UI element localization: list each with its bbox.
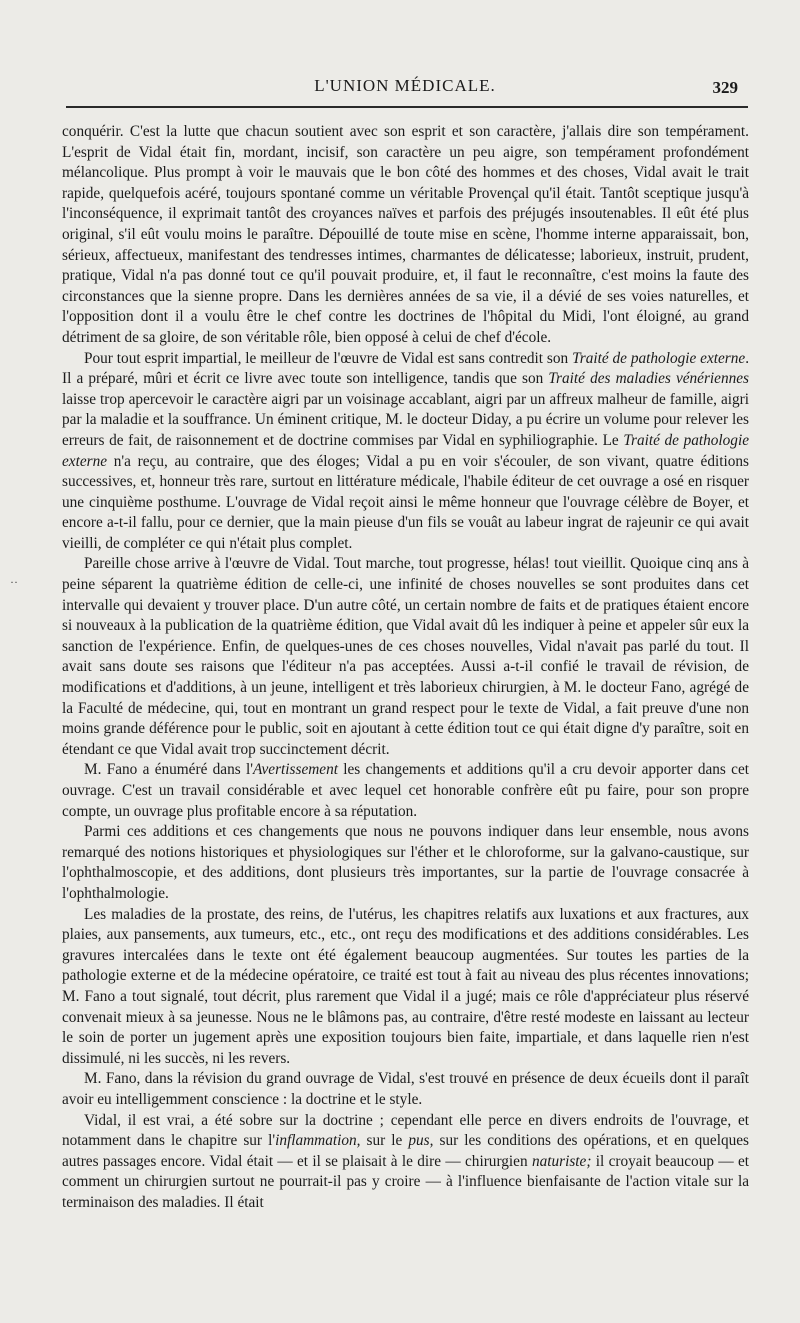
paragraph-5 [62,822,749,904]
paragraph-text: M. Fano a énuméré dans l' [84,761,253,779]
italic-title-text: Traité de pathologie externe [572,349,746,367]
paragraph-text: il croyait beaucoup — et comment un chirurgien surtout ne pourrait-il pas y croire — à l'influence bienfaisante de l'action vitale sur la terminaison des maladies. Il était [62,1152,749,1211]
paragraph-text: sur les conditions des opérations, et en quelques autres passages encore. Vidal était — et il se plaisait à le dire — chirurgien [62,1132,749,1170]
paragraph-7 [62,1069,749,1110]
paragraph-text: Pareille chose arrive à l'œuvre de Vidal. Tout marche, tout progresse, hélas! tout vieillit. Quoique cinq ans à peine séparent la quatrième édition de celle-ci, une infinité de choses nouvelles se sont produites dans cet intervalle qui devaient y trouver place. D'un autre côté, un certain nombre de faits et de pratiques étaient encore si nouveaux à la publication de la quatrième édition, que Vidal avait dû les indiquer à peine et appeler sûr eux la sanction de l'expérience. Enfin, de quelques-unes de ces choses nouvelles, Vidal n'avait pas parlé du tout. Il avait sans doute ses raisons que l'éditeur n'a pas acceptées. Aussi a-t-il confié le travail de révision, de modifications et d'additions, à un jeune, intelligent et très laborieux chirurgien, à M. le docteur Fano, agrégé de la Faculté de médecine, qui, tout en montrant un grand respect pour le texte de Vidal, a fait preuve d'une non moins grande déférence pour le public, soit en ajoutant à cette édition tout ce qui était digne d'y paraître, soit en étendant ce que Vidal avait trop succinctement décrit. [62,555,749,758]
italic-title-text: Traité de pathologie externe [62,431,749,470]
paragraph-text: les changements et additions qu'il a cru devoir apporter dans cet ouvrage. C'est un travail considérable et avec lequel cet honorable confrère eût pu faire, pour son propre compte, un ouvrage plus profitable encore à sa réputation. [62,761,749,820]
italic-title-text: inflammation, [275,1132,361,1150]
italic-title-text: pus, [408,1132,434,1150]
paragraph-4 [62,760,749,822]
page-header [62,74,748,106]
paragraph-3 [62,554,749,760]
page-number: 329 [712,78,738,97]
italic-title-text: Traité des maladies vénériennes [548,370,750,388]
paragraph-text: Pour tout esprit impartial, le meilleur de l'œuvre de Vidal est sans contredit son [84,349,573,367]
paragraph-text: M. Fano, dans la révision du grand ouvrage de Vidal, s'est trouvé en présence de deux écueils dont il paraît avoir eu intelligemment conscience : la doctrine et le style. [62,1070,749,1108]
paragraph-8 [62,1111,749,1214]
paragraph-text: sur le [360,1132,409,1150]
paragraph-text: . Il a préparé, mûri et écrit ce livre avec toute son intelligence, tandis que son [62,349,750,388]
margin-mark: ·· [10,575,18,589]
header-rule [66,106,748,108]
running-title: L'UNION MÉDICALE. [314,76,496,95]
paragraph-text: conquérir. C'est la lutte que chacun soutient avec son esprit et son caractère, j'allais dire son tempérament. L'esprit de Vidal était fin, mordant, incisif, son caractère un peu aigre, son tempérament profondément mélancolique. Plus prompt à voir le mauvais que le bon côté des hommes et des choses, Vidal avait le trait rapide, quelquefois acéré, toujours spontané comme un véritable Provençal qu'il était. Tantôt sceptique jusqu'à l'inconséquence, il exprimait tantôt des croyances naïves et parfois des préjugés insoutenables. Il eût été plus original, s'il eût voulu moins le paraître. Dépouillé de toute mise en scène, l'homme interne apparaissait, bon, sérieux, affectueux, manifestant des tendresses intimes, charmantes de délicatesse; laborieux, instruit, prudent, pratique, Vidal n'a pas donné tout ce qu'il pouvait produire, et, il faut le reconnaître, c'est moins la faute des circonstances que la sienne propre. Dans les dernières années de sa vie, il a dévié de ses voies naturelles, et l'opposition dont il a voulu être le chef contre les doctrines de l'hôpital du Midi, l'ont éloigné, au grand détriment de sa gloire, de son véritable rôle, bien opposé à celui de chef d'école. [62,123,749,346]
paragraph-1 [62,122,749,349]
italic-title-text: Avertissement [253,761,338,779]
body-text [62,122,749,1213]
italic-title-text: naturiste; [531,1152,592,1170]
paragraph-text: n'a reçu, au contraire, que des éloges; Vidal a pu en voir s'écouler, de son vivant, quatre éditions successives, et, honneur très rare, surtout en littérature médicale, l'habile éditeur de cet ouvrage a osé en risquer une cinquième posthume. L'ouvrage de Vidal reçoit ainsi le même honneur que l'ouvrage célèbre de Boyer, et encore a-t-il fallu, pour ce dernier, que la main pieuse d'un fils se vouât au labeur ingrat de rajeunir ce qui avait vieilli, de compléter ce qui n'était plus complet. [62,452,749,552]
paragraph-2 [62,349,749,555]
paragraph-text: Parmi ces additions et ces changements que nous ne pouvons indiquer dans leur ensemble, nous avons remarqué des notions historiques et physiologiques sur l'éther et le chloroforme, sur la galvano-caustique, sur l'ophthalmoscopie, et des additions, dont plusieurs très importantes, sur la partie de l'ouvrage consacrée à l'ophthalmologie. [62,823,749,902]
paragraph-text: Vidal, il est vrai, a été sobre sur la doctrine ; cependant elle perce en divers endroits de l'ouvrage, et notamment dans le chapitre sur l' [62,1111,749,1150]
paragraph-text: laisse trop apercevoir le caractère aigri par un voisinage accablant, aigri par un affreux malheur de famille, aigri par la maladie et la souffrance. Un éminent critique, M. le docteur Diday, a pu écrire un volume pour relever les erreurs de fait, de raisonnement et de doctrine commises par Vidal en syphiliographie. Le [62,390,749,449]
paragraph-text: Les maladies de la prostate, des reins, de l'utérus, les chapitres relatifs aux luxations et aux fractures, aux plaies, aux pansements, aux tumeurs, etc., etc., ont reçu des modifications et des additions considérables. Les gravures intercalées dans le texte ont été également beaucoup augmentées. Sur toutes les parties de la pathologie externe et de la médecine opératoire, ce traité est tout à fait au niveau des plus récentes innovations; M. Fano a tout signalé, tout décrit, plus rarement que Vidal il a jugé; mais ce rôle d'appréciateur plus réservé convenait mieux à sa jeunesse. Nous ne le blâmons pas, au contraire, d'être resté modeste en laissant au lecteur le soin de porter un jugement après une exposition toujours bien faite, impartiale, et dans laquelle rien n'est dissimulé, ni les succès, ni les revers. [62,905,749,1067]
paragraph-6 [62,905,749,1070]
